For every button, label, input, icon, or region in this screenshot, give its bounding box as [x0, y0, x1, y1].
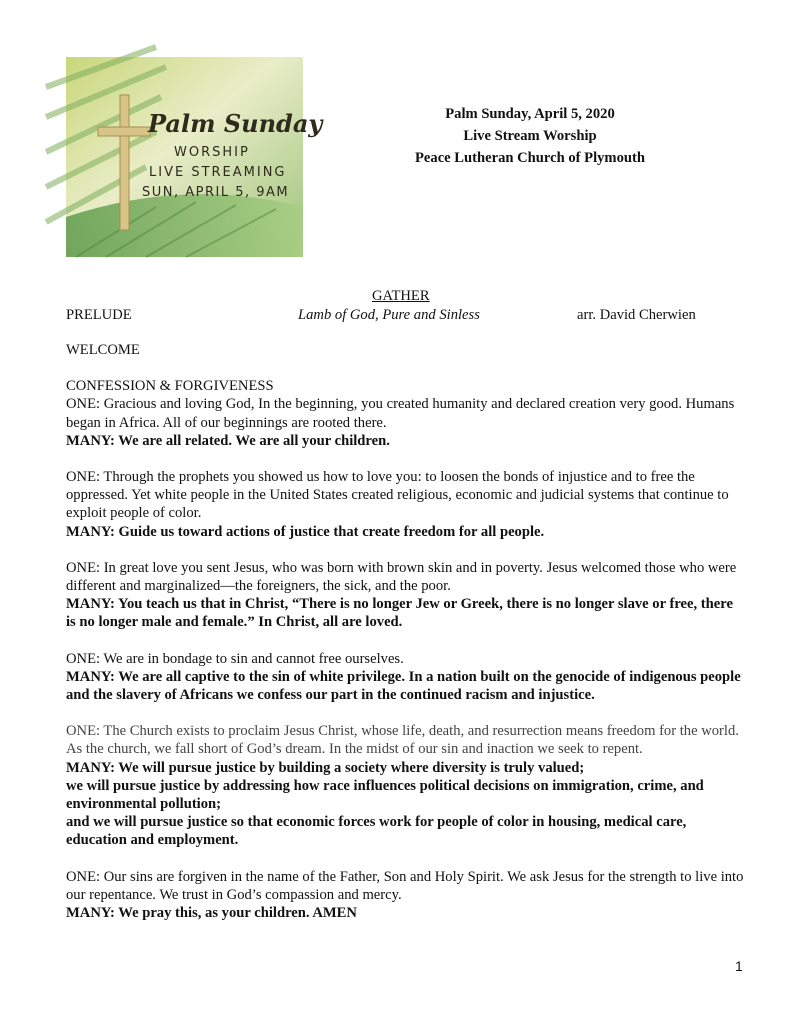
confession-block-6	[66, 868, 746, 923]
leader-line: ONE: In great love you sent Jesus, who was born with brown skin and in poverty. Jesus welcomed those who were different and marginalized—the foreigners, the sick, and the poor.	[66, 559, 737, 595]
leader-line: ONE: Our sins are forgiven in the name of the Father, Son and Holy Spirit. We ask Jesus for the strength to live into our repentance. We trust in God’s compassion and mercy.	[66, 868, 744, 903]
leader-line: ONE: Through the prophets you showed us how to love you: to loosen the bonds of injustice and to free the oppressed. Yet white people in the United States created religious, economic and judicial systems that continue to exploit people of color.	[66, 469, 729, 522]
response-line: MANY: We are all captive to the sin of white privilege. In a nation built on the genocide of indigenous people and the slavery of Africans we confess our part in the continued racism and injustice.	[66, 668, 741, 704]
response-line: and we will pursue justice so that economic forces work for people of color in housing, medical care, education and employment.	[66, 814, 687, 849]
confession-block-1	[66, 377, 746, 450]
leader-line: ONE: Gracious and loving God, In the beginning, you created humanity and declared creation very good. Humans began in Africa. All of our beginnings are rooted there.	[66, 396, 735, 431]
response-line: we will pursue justice by addressing how race influences political decisions on immigration, crime, and environmental pollution;	[66, 777, 704, 813]
response-line: MANY: Guide us toward actions of justice that create freedom for all people.	[66, 523, 545, 540]
document-header	[395, 103, 665, 169]
banner-line-date: SUN, APRIL 5, 9AM	[142, 185, 290, 200]
header-date: Palm Sunday, April 5, 2020	[445, 106, 615, 122]
welcome-heading: WELCOME	[66, 342, 140, 358]
banner-script-title: Palm Sunday	[148, 109, 323, 138]
palm-sunday-banner	[66, 57, 323, 257]
section-title-gather: GATHER	[372, 288, 430, 304]
confession-block-3	[66, 559, 746, 632]
liturgy-body	[66, 341, 746, 940]
prelude-label: PRELUDE	[66, 307, 132, 323]
response-line: MANY: We pray this, as your children. AMEN	[66, 905, 357, 922]
leader-line: ONE: The Church exists to proclaim Jesus Christ, whose life, death, and resurrection means freedom for the world. As the church, we fall short of God’s dream. In the midst of our sin and inaction we seek to repent.	[66, 723, 739, 758]
header-church: Peace Lutheran Church of Plymouth	[415, 150, 645, 166]
prelude-title: Lamb of God, Pure and Sinless	[298, 307, 480, 323]
response-line: : We will pursue justice by building a society where diversity is truly valued;	[110, 759, 585, 776]
prelude-arranger: arr. David Cherwien	[577, 307, 696, 323]
banner-line-worship: WORSHIP	[174, 145, 250, 160]
page-number: 1	[735, 958, 743, 974]
confession-block-4	[66, 650, 746, 705]
response-label: MANY	[66, 759, 111, 776]
confession-block-2	[66, 468, 746, 541]
banner-line-live: LIVE STREAMING	[149, 165, 287, 180]
header-service: Live Stream Worship	[463, 128, 597, 144]
confession-block-5	[66, 722, 746, 849]
leader-line: ONE: We are in bondage to sin and cannot free ourselves.	[66, 650, 404, 667]
response-line: MANY: You teach us that in Christ, “There is no longer Jew or Greek, there is no longer slave or free, there is no longer male and female.” In Christ, all are loved.	[66, 596, 733, 631]
confession-heading: CONFESSION & FORGIVENESS	[66, 378, 274, 395]
response-line: MANY: We are all related. We are all your children.	[66, 432, 390, 449]
